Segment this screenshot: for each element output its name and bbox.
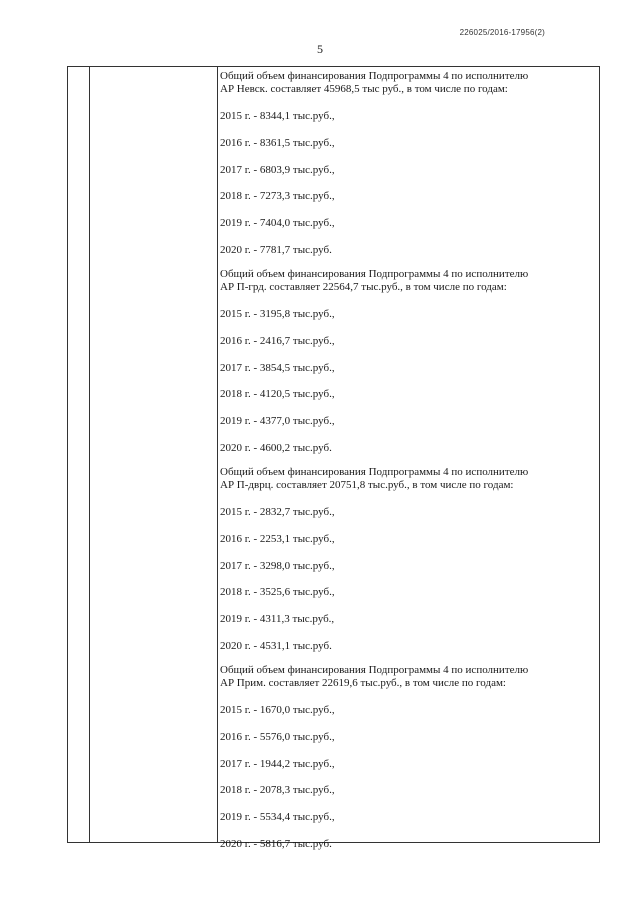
block-heading-line: АР Прим. составляет 22619,6 тыс.руб., в том числе по годам: [220, 676, 506, 689]
year-amount-line: 2015 г. - 8344,1 тыс.руб., [220, 110, 335, 122]
document-table [67, 66, 600, 850]
year-amount-line: 2016 г. - 8361,5 тыс.руб., [220, 136, 335, 149]
year-amount-line: 2015 г. - 3195,8 тыс.руб., [220, 307, 335, 320]
year-amount-line: 2018 г. - 2078,3 тыс.руб., [220, 784, 335, 797]
year-amount-line: 2019 г. - 7404,0 тыс.руб., [220, 217, 335, 230]
year-amount-line: 2015 г. - 2832,7 тыс.руб., [220, 505, 335, 518]
year-amount-line: 2020 г. - 4531,1 тыс.руб. [220, 639, 332, 652]
year-amount-line: 2015 г. - 1670,0 тыс.руб., [220, 703, 335, 716]
year-amount-line: 2020 г. - 4600,2 тыс.руб. [220, 441, 332, 454]
financing-block-prim [220, 664, 590, 851]
page-number: 5 [317, 42, 323, 56]
block-heading-line: Общий объем финансирования Подпрограммы 4 по исполнителю [220, 663, 529, 676]
year-amount-line: 2019 г. - 4311,3 тыс.руб., [220, 613, 335, 626]
year-amount-line: 2018 г. - 4120,5 тыс.руб., [220, 388, 335, 401]
year-amount-line: 2020 г. - 7781,7 тыс.руб. [220, 243, 332, 256]
year-amount-line: 2019 г. - 4377,0 тыс.руб., [220, 415, 335, 428]
document-id: 226025/2016-17956(2) [459, 28, 545, 37]
year-amount-line: 2018 г. - 7273,3 тыс.руб., [220, 190, 335, 203]
year-amount-line: 2016 г. - 2253,1 тыс.руб., [220, 532, 335, 545]
block-heading-line: Общий объем финансирования Подпрограммы 4 по исполнителю [220, 465, 529, 478]
block-heading-line: Общий объем финансирования Подпрограммы 4 по исполнителю [220, 267, 529, 280]
year-amount-line: 2020 г. - 5816,7 тыс.руб. [220, 837, 332, 850]
year-amount-line: 2017 г. - 3298,0 тыс.руб., [220, 559, 335, 572]
financing-text-cell [220, 70, 590, 851]
year-amount-line: 2018 г. - 3525,6 тыс.руб., [220, 586, 335, 599]
year-amount-line: 2019 г. - 5534,4 тыс.руб., [220, 811, 335, 824]
block-heading-line: Общий объем финансирования Подпрограммы 4 по исполнителю [220, 70, 529, 82]
year-amount-line: 2017 г. - 6803,9 тыс.руб., [220, 163, 335, 176]
year-amount-line: 2017 г. - 3854,5 тыс.руб., [220, 361, 335, 374]
block-heading-line: АР П-грд. составляет 22564,7 тыс.руб., в том числе по годам: [220, 280, 507, 293]
column-divider [217, 67, 218, 842]
financing-block-pgrd [220, 268, 590, 466]
column-divider [89, 67, 90, 842]
year-amount-line: 2017 г. - 1944,2 тыс.руб., [220, 757, 335, 770]
year-amount-line: 2016 г. - 5576,0 тыс.руб., [220, 730, 335, 743]
financing-block-pdvrc [220, 466, 590, 664]
block-heading-line: АР Невск. составляет 45968,5 тыс руб., в том числе по годам: [220, 83, 508, 95]
block-heading-line: АР П-дврц. составляет 20751,8 тыс.руб., в том числе по годам: [220, 478, 514, 491]
year-amount-line: 2016 г. - 2416,7 тыс.руб., [220, 334, 335, 347]
financing-block-nevsk [220, 70, 590, 268]
